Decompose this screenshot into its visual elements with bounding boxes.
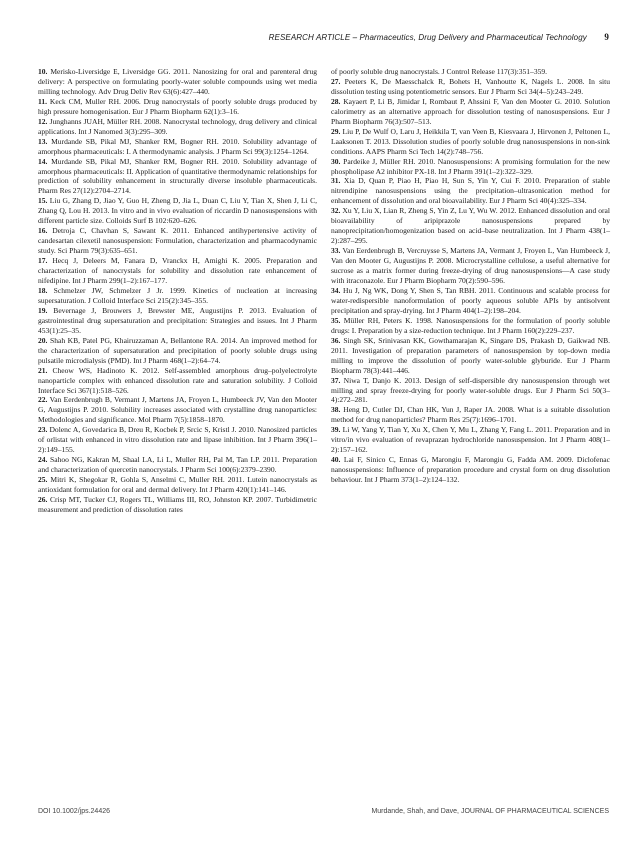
reference-text: Hecq J, Deleers M, Fanara D, Vranckx H, Amighi K. 2005. Preparation and characterization of nanocrystals for solubility and dissolution rate enhancement of nifedipine. Int J Pharm 299(1–2):167–177. — [38, 256, 317, 286]
reference-number: 19. — [38, 305, 48, 315]
reference-entry — [38, 495, 317, 515]
reference-number: 15. — [38, 196, 48, 206]
reference-text: Mitri K, Shegokar R, Gohla S, Anselmi C, Muller RH. 2011. Lutein nanocrystals as antioxidant formulation for oral and dermal delivery. Int J Pharm 420(1):141–146. — [38, 475, 318, 495]
reference-entry — [331, 77, 610, 97]
reference-entry — [331, 376, 610, 406]
reference-number: 30. — [331, 156, 341, 166]
reference-entry — [38, 157, 317, 197]
reference-entry — [331, 67, 610, 77]
reference-text: Keck CM, Muller RH. 2006. Drug nanocrystals of poorly soluble drugs produced by high pressure homogenisation. Eur J Pharm Biopharm 62(1):3–16. — [38, 96, 317, 116]
reference-entry — [38, 137, 317, 157]
reference-text: Heng D, Cutler DJ, Chan HK, Yun J, Raper JA. 2008. What is a suitable dissolution method for drug nanoparticles? Pharm Res 25(7):1696–1701. — [331, 405, 610, 425]
reference-entry — [38, 475, 317, 495]
reference-column-right — [331, 67, 610, 485]
reference-text: Bevernage J, Brouwers J, Brewster ME, Augustijns P. 2013. Evaluation of gastrointestinal drug supersaturation and precipitation: Strategies and issues. Int J Pharm 453(1):25–35. — [38, 305, 318, 335]
reference-entry — [38, 97, 317, 117]
reference-number: 31. — [331, 176, 341, 186]
reference-text: Müller RH, Peters K. 1998. Nanosuspensions for the formulation of poorly soluble drugs: I. Preparation by a size-reduction technique. Int J Pharm 160(2):229–237. — [331, 315, 610, 335]
reference-entry — [331, 246, 610, 286]
reference-number: 38. — [331, 405, 341, 415]
reference-text: of poorly soluble drug nanocrystals. J Control Release 117(3):351–359. — [331, 67, 548, 76]
reference-entry — [38, 256, 317, 286]
reference-entry — [331, 336, 610, 376]
reference-text: Liu P, De Wulf O, Laru J, Heikkila T, van Veen B, Kiesvaara J, Hirvonen J, Peltonen L, Laaksonen T. 2013. Dissolution studies of poorly soluble drug nanosuspensions in non-sink conditions. AAPS Pharm Sci Tech 14(2):748–756. — [331, 126, 611, 156]
reference-number: 34. — [331, 285, 341, 295]
reference-entry — [331, 286, 610, 316]
reference-text: Schmelzer JW, Schmelzer J Jr. 1999. Kinetics of nucleation at increasing supersaturation. J Colloid Interface Sci 215(2):345–355. — [38, 285, 317, 305]
reference-text: Merisko-Liversidge E, Liversidge GG. 2011. Nanosizing for oral and parenteral drug delivery: A perspective on formulating poorly-water soluble compounds using wet media milling technology. Adv Drug Deliv Rev 63(6):427–440. — [38, 67, 317, 96]
reference-text: Detroja C, Chavhan S, Sawant K. 2011. Enhanced antihypertensive activity of candesartan cilexetil nanosuspension: Formulation, characterization and pharmacodynamic study. Sci Pharm 79(3):635–651. — [38, 226, 317, 256]
reference-number: 28. — [331, 96, 341, 106]
reference-entry — [38, 366, 317, 396]
reference-number: 11. — [38, 96, 48, 106]
reference-text: Liu G, Zhang D, Jiao Y, Guo H, Zheng D, Jia L, Duan C, Liu Y, Tian X, Shen J, Li C, Zhang Q, Lou H. 2013. In vitro and in vivo evaluation of riccardin D nanosuspensions with different particle size. Colloids Surf B 102:620–626. — [38, 196, 317, 226]
reference-text: Sahoo NG, Kakran M, Shaal LA, Li L, Muller RH, Pal M, Tan LP. 2011. Preparation and characterization of quercetin nanocrystals. J Pharm Sci 100(6):2379–2390. — [38, 455, 317, 475]
reference-text: Van Eerdenbrugh B, Vermant J, Martens JA, Froyen L, Humbeeck JV, Van den Mooter G, Augustijns P. 2010. Solubility increases associated with crystalline drug nanoparticles: Methodologies and significance. Mol Pharm 7(5):1858–1870. — [38, 395, 317, 425]
reference-number: 23. — [38, 425, 48, 435]
reference-text: Lai F, Sinico C, Ennas G, Marongiu F, Marongiu G, Fadda AM. 2009. Diclofenac nanosuspensions: Influence of preparation procedure and crystal form on drug dissolution behaviour. Int J Pharm 373(1–2):124–132. — [331, 455, 610, 485]
reference-entry — [331, 425, 610, 455]
reference-text: Niwa T, Danjo K. 2013. Design of self-dispersible dry nanosuspension through wet milling and spray freeze-drying for poorly water-soluble drugs. Eur J Pharm Sci 50(3–4):272–281. — [331, 375, 611, 405]
reference-number: 18. — [38, 285, 48, 295]
reference-entry — [331, 157, 610, 177]
reference-number: 13. — [38, 136, 48, 146]
reference-number: 33. — [331, 246, 341, 256]
reference-entry — [38, 425, 317, 455]
reference-entry — [38, 67, 317, 97]
header-text: RESEARCH ARTICLE – Pharmaceutics, Drug Delivery and Pharmaceutical Technology — [268, 33, 587, 42]
reference-entry — [38, 226, 317, 256]
reference-text: Li W, Yang Y, Tian Y, Xu X, Chen Y, Mu L, Zhang Y, Fang L. 2011. Preparation and in vitro/in vivo evaluation of revaprazan hydrochloride nanosuspension. Int J Pharm 408(1–2):157–162. — [331, 425, 610, 455]
reference-text: Dolenc A, Govedarica B, Dreu R, Kocbek P, Srcic S, Kristl J. 2010. Nanosized particles of orlistat with enhanced in vitro dissolution rate and lipase inhibition. Int J Pharm 396(1–2):149–155. — [38, 425, 317, 455]
reference-entry — [38, 196, 317, 226]
reference-entry — [38, 286, 317, 306]
reference-text: Kayaert P, Li B, Jimidar I, Rombaut P, Ahssini F, Van den Mooter G. 2010. Solution calorimetry as an alternative approach for dissolution testing of nanosuspensions. Eur J Pharm Biopharm 76(3):507–513. — [331, 96, 610, 126]
reference-text: Hu J, Ng WK, Dong Y, Shen S, Tan RBH. 2011. Continuous and scalable process for water-redispersible nanoformulation of poorly aqueous soluble APIs by antisolvent precipitation and spray-drying. Int J Pharm 404(1–2):198–204. — [331, 285, 610, 315]
reference-number: 24. — [38, 455, 48, 465]
reference-text: Pardeike J, Müller RH. 2010. Nanosuspensions: A promising formulation for the new phospholipase A2 inhibitor PX-18. Int J Pharm 391(1–2):322–329. — [331, 156, 611, 176]
reference-text: Murdande SB, Pikal MJ, Shanker RM, Bogner RH. 2010. Solubility advantage of amorphous pharmaceuticals: II. Application of quantitative thermodynamic relationships for prediction of solubility enhancement in structurally diverse insoluble pharmaceuticals. Pharm Res 27(12):2704–2714. — [38, 156, 318, 196]
reference-text: Shah KB, Patel PG, Khairuzzaman A, Bellantone RA. 2014. An improved method for the characterization of supersaturation and precipitation of poorly soluble drugs using pulsatile microdialysis (PMD). Int J Pharm 468(1–2):64–74. — [38, 335, 317, 365]
reference-entry — [331, 176, 610, 206]
reference-number: 35. — [331, 315, 341, 325]
reference-text: Peeters K, De Maesschalck R, Bohets H, Vanhoutte K, Nagels L. 2008. In situ dissolution testing using potentiometric sensors. Eur J Pharm Sci 34(4–5):243–249. — [331, 76, 610, 96]
reference-text: Xu Y, Liu X, Lian R, Zheng S, Yin Z, Lu Y, Wu W. 2012. Enhanced dissolution and oral bioavailability of aripiprazole nanosuspensions prepared by nanoprecipitation/homogenization based on acid–base neutralization. Int J Pharm 438(1–2):287–295. — [331, 206, 610, 246]
reference-number: 40. — [331, 455, 341, 465]
reference-text: Xia D, Quan P, Piao H, Piao H, Sun S, Yin Y, Cui F. 2010. Preparation of stable nitrendipine nanosuspensions using the precipitation–ultrasonication method for enhancement of dissolution and oral bioavailability. Eur J Pharm Sci 40(4):325–334. — [331, 176, 611, 206]
reference-number: 17. — [38, 256, 48, 266]
reference-entry — [38, 306, 317, 336]
reference-number: 22. — [38, 395, 48, 405]
reference-number: 12. — [38, 116, 48, 126]
reference-entry — [38, 117, 317, 137]
running-header — [38, 32, 609, 42]
reference-number: 16. — [38, 226, 48, 236]
reference-entry — [331, 206, 610, 246]
reference-number: 20. — [38, 335, 48, 345]
reference-number: 27. — [331, 76, 341, 86]
reference-text: Van Eerdenbrugh B, Vercruysse S, Martens JA, Vermant J, Froyen L, Van Humbeeck J, Van den Mooter G, Augustijns P. 2008. Microcrystalline cellulose, a useful alternative for sucrose as a matrix former during freeze-drying of drug nanosuspensions—A case study with itraconazole. Eur J Pharm Biopharm 70(2):590–596. — [331, 246, 610, 286]
reference-number: 39. — [331, 425, 341, 435]
footer-doi: DOI 10.1002/jps.24426 — [38, 808, 110, 815]
reference-text: Singh SK, Srinivasan KK, Gowthamarajan K, Singare DS, Prakash D, Gaikwad NB. 2011. Investigation of preparation parameters of nanosuspension by top-down media milling to improve the dissolution of poorly water-soluble glyburide. Eur J Pharm Biopharm 78(3):441–446. — [331, 335, 611, 375]
reference-number: 36. — [331, 335, 341, 345]
reference-entry — [331, 316, 610, 336]
reference-number: 10. — [38, 67, 48, 76]
reference-entry — [331, 127, 610, 157]
reference-text: Crisp MT, Tucker CJ, Rogers TL, Williams III, RO, Johnston KP. 2007. Turbidimetric measurement and prediction of dissolution rates — [38, 494, 318, 514]
reference-column-left — [38, 67, 317, 515]
reference-entry — [38, 395, 317, 425]
reference-number: 29. — [331, 126, 341, 136]
reference-entry — [331, 405, 610, 425]
reference-number: 14. — [38, 156, 48, 166]
reference-entry — [331, 97, 610, 127]
reference-entry — [38, 336, 317, 366]
reference-entry — [38, 455, 317, 475]
reference-number: 32. — [331, 206, 341, 216]
reference-text: Junghanns JUAH, Müller RH. 2008. Nanocrystal technology, drug delivery and clinical applications. Int J Nanomed 3(3):295–309. — [38, 116, 318, 136]
reference-number: 26. — [38, 494, 48, 504]
footer-authors: Murdande, Shah, and Dave, JOURNAL OF PHARMACEUTICAL SCIENCES — [371, 808, 609, 815]
reference-text: Murdande SB, Pikal MJ, Shanker RM, Bogner RH. 2010. Solubility advantage of amorphous pharmaceuticals: I. A thermodynamic analysis. J Pharm Sci 99(3):1254–1264. — [38, 136, 318, 156]
reference-entry — [331, 455, 610, 485]
page-number: 9 — [604, 32, 609, 42]
reference-number: 25. — [38, 475, 48, 485]
reference-number: 37. — [331, 375, 341, 385]
reference-number: 21. — [38, 365, 48, 375]
reference-text: Cheow WS, Hadinoto K. 2012. Self-assembled amorphous drug–polyelectrolyte nanoparticle complex with enhanced dissolution rate and saturation solubility. J Colloid Interface Sci 367(1):518–526. — [38, 365, 318, 395]
